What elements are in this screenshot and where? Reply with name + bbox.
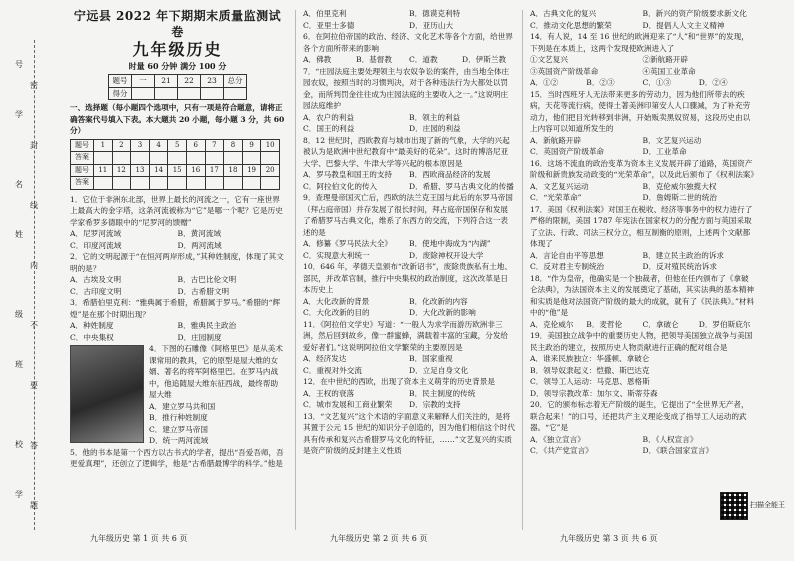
option: D．庄园的利益 xyxy=(409,124,461,133)
sidebar-label: 名 xyxy=(15,180,23,189)
column-page-1 xyxy=(70,8,285,470)
option: A．新航路开辟 xyxy=(530,135,582,145)
answer-input-cell[interactable] xyxy=(186,152,205,165)
answer-table-cell: 7 xyxy=(205,139,224,152)
option: A．①② xyxy=(530,78,559,87)
option: A．佛教 xyxy=(303,55,332,64)
answer-input-cell[interactable] xyxy=(186,177,205,190)
option: C．国王的利益 xyxy=(303,124,355,133)
option: B．领导奴隶起义：恺撒、斯巴达克 xyxy=(530,365,650,375)
score-input-cell[interactable] xyxy=(201,87,224,100)
options-15 xyxy=(530,135,755,158)
option: D．希腊、罗马古典文化的传播 xyxy=(409,181,514,191)
option: D．立足自身文化 xyxy=(409,365,469,375)
option: A．古典文化的复兴 xyxy=(530,9,597,18)
option: B．国家重视 xyxy=(409,354,453,363)
answer-table-cell: 14 xyxy=(149,164,168,177)
score-input-cell[interactable] xyxy=(132,87,155,100)
option: D．詹姆斯二世的统治 xyxy=(642,193,717,202)
options-11 xyxy=(303,353,515,376)
option: B．古巴比伦文明 xyxy=(177,275,237,284)
answer-table-cell: 9 xyxy=(242,139,261,152)
answer-table-cell: 16 xyxy=(186,164,205,177)
option: C．①③ xyxy=(642,78,672,87)
question-16: 16．这场不流血的政治变革为资本主义发展开辟了道路，英国资产阶级和新贵族发动政变的“光荣革命”，以及此后颁布了《权利法案》 xyxy=(530,158,758,179)
option: C．推动文化思想的繁荣 xyxy=(530,20,612,30)
score-cell: 一 xyxy=(132,75,155,88)
answer-input-cell[interactable] xyxy=(261,152,280,165)
sidebar-label: 班 xyxy=(15,360,23,369)
option: A．农户的利益 xyxy=(303,112,355,122)
seal-char: 不 xyxy=(30,321,38,330)
answer-input-cell[interactable] xyxy=(224,152,243,165)
option: C．重视对外交流 xyxy=(303,365,362,375)
answer-table-cell: 6 xyxy=(186,139,205,152)
option: B．民主制度的传统 xyxy=(409,388,476,398)
question-2: 2．它的文明起源于“在恒河两岸形成，”其种姓制度，体现了其文明的是？ xyxy=(70,252,284,273)
option: C．阿拉伯文化的传入 xyxy=(303,181,378,191)
page-footer: 九年级历史 第 3 页 共 6 页 xyxy=(560,534,658,543)
option: D．两河流域 xyxy=(177,240,222,250)
option: C．实现意大利统一 xyxy=(303,250,370,260)
answer-input-cell[interactable] xyxy=(224,177,243,190)
option: C．领导工人运动：马克思、恩格斯 xyxy=(530,377,650,386)
option: ③英国资产阶级革命 xyxy=(530,66,599,76)
question-5: 5．他的书本是第一个西方以古书式的学者，提出“吾爱吾师，吾更爱真理”，还创立了逻辑学，他是“古希腊最博学的科学。”他是 xyxy=(70,447,284,468)
question-11: 11．《阿拉伯文学史》写道：“一般人为求学而游历欧洲非三洲，然后回到故乡，像一群蜜蜂，满载着丰富的宝藏，分发给爱好者们。”这说明阿拉伯文学繁荣的主要原因是 xyxy=(303,319,509,352)
option: B．黄河流域 xyxy=(177,229,222,238)
option: ①文艺复兴 xyxy=(530,55,568,64)
question-13: 13．“文艺复兴”这个术语的字面意义来解释人们关注的，是将其置于公元 15 世纪的知识分子创造的，因为他们相信这个时代具有传承和复兴古希腊罗马文化的特征，……”文艺复兴的实质是资产阶级的反封建主义性质 xyxy=(303,411,515,455)
score-cell: 21 xyxy=(155,75,178,88)
option: C．古印度文明 xyxy=(70,286,122,296)
option: B．雅典民主政治 xyxy=(177,321,237,330)
option: D．古希腊文明 xyxy=(177,286,230,296)
seal-char: 线 xyxy=(30,201,38,210)
page-footer: 九年级历史 第 2 页 共 6 页 xyxy=(330,534,428,543)
seal-char: 答 xyxy=(30,441,38,450)
option: D．提倡人人文主义精神 xyxy=(642,20,725,30)
answer-input-cell[interactable] xyxy=(112,177,131,190)
options-16 xyxy=(530,181,755,204)
option: D．统一两河流域 xyxy=(149,436,209,445)
answer-table-cell: 12 xyxy=(112,164,131,177)
option: A．王权的衰落 xyxy=(303,388,355,398)
option: A．经济发达 xyxy=(303,354,347,363)
question-10: 10．646 年，孝德天皇颁布“改新诏书”，废除贵族私有土地、部民，并改革官制，推行中央集权的政治制度，这次改革是日本历史上 xyxy=(303,262,512,294)
answer-input-cell[interactable] xyxy=(242,152,261,165)
option: A．言论自由平等思想 xyxy=(530,250,604,260)
option: C．建立罗马帝国 xyxy=(149,424,208,434)
option: B．西欧商品经济的发展 xyxy=(409,170,491,179)
option: B．麦哲伦 xyxy=(586,319,623,329)
option: A．种姓制度 xyxy=(70,321,114,330)
option: A．罗马教皇和国王的支持 xyxy=(303,170,393,179)
option: B．领主的利益 xyxy=(409,112,461,122)
seal-char: 内 xyxy=(30,261,38,270)
options-12 xyxy=(303,388,515,411)
question-9: 9．查理曼帝国灭亡后，西欧的法兰克王国与此后的东罗马帝国（拜占庭帝国）并存发展了很长时间，拜占庭帝国保存和发展了希腊罗马古典文化，维系了东西方的交流，下列符合这一表述的是 xyxy=(303,193,513,237)
option: C．英国资产阶级革命 xyxy=(530,147,605,156)
question-12: 12．在中世纪的西欧，出现了资本主义萌芽的历史背景是 xyxy=(303,377,495,386)
option: B．德谟克利特 xyxy=(409,9,461,18)
option: D．废除神权开设大学 xyxy=(409,250,484,260)
option: B．文艺复兴运动 xyxy=(642,135,702,145)
sidebar-label: 学 xyxy=(15,110,23,119)
answer-input-cell[interactable] xyxy=(242,177,261,190)
option: C．城市发展和工商业繁荣 xyxy=(303,400,393,409)
option: B．②③ xyxy=(586,78,615,87)
answer-table-cell: 4 xyxy=(149,139,168,152)
options-5 xyxy=(303,8,515,31)
answer-input-cell[interactable] xyxy=(168,152,187,165)
option: C．印度河流域 xyxy=(70,240,122,250)
option: D．亚历山大 xyxy=(409,20,454,30)
option: ④英国工业革命 xyxy=(642,66,696,76)
options-20 xyxy=(530,434,755,457)
answer-table-cell: 答案 xyxy=(71,177,94,190)
answer-table-cell: 2 xyxy=(112,139,131,152)
option: B．新兴的资产阶级要求新文化 xyxy=(642,9,747,18)
options-10 xyxy=(303,296,515,319)
option: C．亚里士多德 xyxy=(303,20,355,30)
question-1: 1．它位于非洲东北部，世界上最长的河流之一，它有一座世界上最高大的金字塔，这条河流被称为“它”是哪一个呢？它是历史学家希罗多德眼中的“尼罗河的馈赠” xyxy=(70,194,283,227)
qr-code-icon xyxy=(720,492,748,520)
answer-table-cell: 3 xyxy=(131,139,150,152)
sidebar-label: 校 xyxy=(15,440,23,449)
option: A．修纂《罗马民法大全》 xyxy=(303,239,393,248)
option: D．工业革命 xyxy=(642,147,687,156)
score-cell: 23 xyxy=(201,75,224,88)
option: B．基督教 xyxy=(356,55,392,64)
option: A．克伦威尔 xyxy=(530,319,574,329)
question-14: 14．有人说，14 至 16 世纪的欧洲迎来了“人”和“世界”的发现，下列是在本质上，这两个发现使欧洲进入了 xyxy=(530,32,749,53)
answer-table-cell: 5 xyxy=(168,139,187,152)
seal-char: 要 xyxy=(30,381,38,390)
answer-table-cell: 题号 xyxy=(71,164,94,177)
score-table xyxy=(108,74,247,100)
sidebar-label: 号 xyxy=(15,60,23,69)
column-page-3 xyxy=(530,8,758,457)
option: B．克伦威尔独揽大权 xyxy=(642,181,717,191)
option: C．“光荣革命” xyxy=(530,193,582,202)
sidebar-label: 级 xyxy=(15,310,23,319)
score-input-cell[interactable] xyxy=(155,87,178,100)
column-divider xyxy=(295,10,296,530)
answer-table-cell: 11 xyxy=(94,164,113,177)
answer-table xyxy=(70,139,280,190)
answer-table-cell: 20 xyxy=(261,164,280,177)
score-cell: 22 xyxy=(178,75,201,88)
answer-input-cell[interactable] xyxy=(131,152,150,165)
score-input-cell[interactable] xyxy=(224,87,247,100)
agrippa-statue-image xyxy=(70,345,144,443)
option: D．伊斯兰教 xyxy=(462,55,507,64)
exam-title: 宁远县 2022 年下期期末质量监测试卷 xyxy=(73,9,282,39)
option: A．建立罗马共和国 xyxy=(149,401,216,411)
option: ②新航路开辟 xyxy=(642,55,689,64)
answer-table-cell: 15 xyxy=(168,164,187,177)
option: C．反对君主专制统治 xyxy=(530,262,605,271)
answer-input-cell[interactable] xyxy=(112,152,131,165)
question-4: 4．下图的石雕像《阿格里巴》是从美术课常用的教具，它的原型是屋大维的女婿、著名的将军阿格里巴。在罗马内战中，他追随屋大维东征西战，最终帮助屋大维 xyxy=(149,344,283,399)
answer-input-cell[interactable] xyxy=(94,177,113,190)
scanner-watermark: 扫描全能王 xyxy=(750,501,785,509)
options-17 xyxy=(530,250,755,273)
question-19: 19．美国独立战争中的重要历史人物，把领导美国独立战争与美国民主政治的建立，按照历史人物贡献进行正确的配对组合是 xyxy=(530,331,753,352)
column-divider xyxy=(522,10,523,530)
option: B．化改新的内容 xyxy=(409,296,468,306)
option: A．古埃及文明 xyxy=(70,275,122,284)
option: D．②④ xyxy=(698,78,728,87)
options-14 xyxy=(530,54,755,77)
seal-char: 密 xyxy=(30,81,38,90)
option: A．大化改新的背景 xyxy=(303,296,370,306)
option: B．推行种姓制度 xyxy=(149,413,208,422)
column-page-2 xyxy=(303,8,515,457)
options-19 xyxy=(530,353,755,399)
question-7: 7．“庄园法庭主要处理领主与农奴争讼的案件，由当地全体庄园农奴，按照当时的习惯判决，对于各种违法行为大都处以罚金，而所判罚金往往成为庄园法庭的主要收入之一。”这说明庄园法庭维护 xyxy=(303,66,510,110)
answer-input-cell[interactable] xyxy=(131,177,150,190)
answer-table-cell: 18 xyxy=(224,164,243,177)
option: B．《人权宣言》 xyxy=(642,434,698,444)
question-15: 15．当时西班牙人无法带来更多的劳动力，因为他们所带去的疾病，天花等流行病，使得土著美洲印第安人人口骤减，为了补充劳动力，他们把目光转移到非洲，开始贩卖黑奴贸易，这段历史由以上内容可以知道所发生的 xyxy=(530,89,751,133)
answer-table-cell: 13 xyxy=(131,164,150,177)
question-6: 6．在阿拉伯帝国的政治、经济、文化艺术等各个方面，给世界各个方面所带来的影响 xyxy=(303,32,513,53)
question-8: 8．12 世纪时，西欧教育与城市出现了新的气象，大学的兴起被认为是欧洲中世纪教育中“最美好的花朵”。这时的博洛尼亚大学、巴黎大学、牛津大学等兴起的根本原因是 xyxy=(303,135,510,168)
options-13 xyxy=(530,8,755,31)
answer-input-cell[interactable] xyxy=(149,177,168,190)
answer-table-cell: 17 xyxy=(205,164,224,177)
choices-14 xyxy=(530,77,755,89)
seal-char: 封 xyxy=(30,141,38,150)
option: D．罗伯斯庇尔 xyxy=(698,319,751,329)
seal-char: 题 xyxy=(30,501,38,510)
answer-table-cell: 1 xyxy=(94,139,113,152)
option: C．道教 xyxy=(409,55,438,64)
answer-input-cell[interactable] xyxy=(94,152,113,165)
seal-line xyxy=(34,40,35,530)
answer-table-cell: 19 xyxy=(242,164,261,177)
option: B．建立民主政治的诉求 xyxy=(642,250,725,260)
score-cell: 得分 xyxy=(109,87,132,100)
sidebar-label: 姓 xyxy=(15,230,23,239)
option: A．《独立宣言》 xyxy=(530,434,585,444)
option: C．《共产党宣言》 xyxy=(530,446,593,455)
question-17: 17．美国《权利法案》对国王在税收、经济等事务中的权力进行了严格的限制，美国 1787 年宪法在国家权力的分配方面与英国采取了立法、行政、司法三权分立，相互制衡的原则，上述两个文献都体现了 xyxy=(530,204,753,248)
score-input-cell[interactable] xyxy=(178,87,201,100)
option: D．大化改新的影响 xyxy=(409,308,476,317)
option: C．大化改新的目的 xyxy=(303,308,370,317)
answer-input-cell[interactable] xyxy=(149,152,168,165)
answer-input-cell[interactable] xyxy=(168,177,187,190)
option: C．中央集权 xyxy=(70,332,114,342)
option: A．伯里克利 xyxy=(303,9,347,18)
options-6 xyxy=(303,54,515,66)
options-3 xyxy=(70,320,285,343)
exam-subject: 九年级历史 xyxy=(132,40,223,59)
score-cell: 总分 xyxy=(224,75,247,88)
answer-input-cell[interactable] xyxy=(205,152,224,165)
seal-line-sidebar xyxy=(8,40,60,540)
option: A．尼罗河流域 xyxy=(70,229,122,238)
option: D．庄园制度 xyxy=(177,332,222,342)
sidebar-label: 学 xyxy=(15,490,23,499)
options-7 xyxy=(303,112,515,135)
answer-table-cell: 8 xyxy=(224,139,243,152)
answer-input-cell[interactable] xyxy=(261,177,280,190)
question-18: 18．“作为皇帝，他确实是一个独裁者，但他在任内颁布了《拿破仑法典》，为法国资本主义的发展奠定了基础，其实法典的基本精神和实质是他对法国资产阶级的最大的成就，就有了《民法典》。”材料中的“他”是 xyxy=(530,273,755,317)
answer-table-cell: 10 xyxy=(261,139,280,152)
question-20: 20．它的颁布标志着无产阶级的诞生，它提出了“全世界无产者，联合起来！”的口号，还把共产主义理论变成了指导工人运动的武器。“它”是 xyxy=(530,400,749,432)
answer-table-cell: 答案 xyxy=(71,152,94,165)
option: B．使地中海成为“内湖” xyxy=(409,239,491,248)
page-footer: 九年级历史 第 1 页 共 6 页 xyxy=(90,534,188,543)
options-1 xyxy=(70,228,285,251)
question-3: 3．希腊伯里克利：“雅典属于希腊，希腊属于罗马。”希腊的“辉煌”是在那个时期出现？ xyxy=(70,298,281,319)
options-2 xyxy=(70,274,285,297)
option: D．领导宗教改革：加尔文、斯蒂芬森 xyxy=(530,388,658,398)
option: C．拿破仑 xyxy=(642,319,679,329)
option: A．谁来民族独立：华盛顿、拿破仑 xyxy=(530,354,650,363)
answer-input-cell[interactable] xyxy=(205,177,224,190)
options-18 xyxy=(530,319,755,331)
option: D．《联合国家宣言》 xyxy=(642,446,714,455)
option: D．宗教的支持 xyxy=(409,400,461,409)
answer-table-cell: 题号 xyxy=(71,139,94,152)
section-title: 一、选择题（每小题四个选项中，只有一项是符合题意，请将正确答案代号填入下表。本大题共 20 小题，每小题 3 分，共 60 分） xyxy=(70,103,285,135)
score-cell: 题号 xyxy=(109,75,132,88)
options-9 xyxy=(303,238,515,261)
option: A．文艺复兴运动 xyxy=(530,181,589,191)
options-8 xyxy=(303,169,515,192)
exam-meta: 时量 60 分钟 满分 100 分 xyxy=(128,61,227,71)
option: D．反对殖民统治诉求 xyxy=(642,262,717,271)
